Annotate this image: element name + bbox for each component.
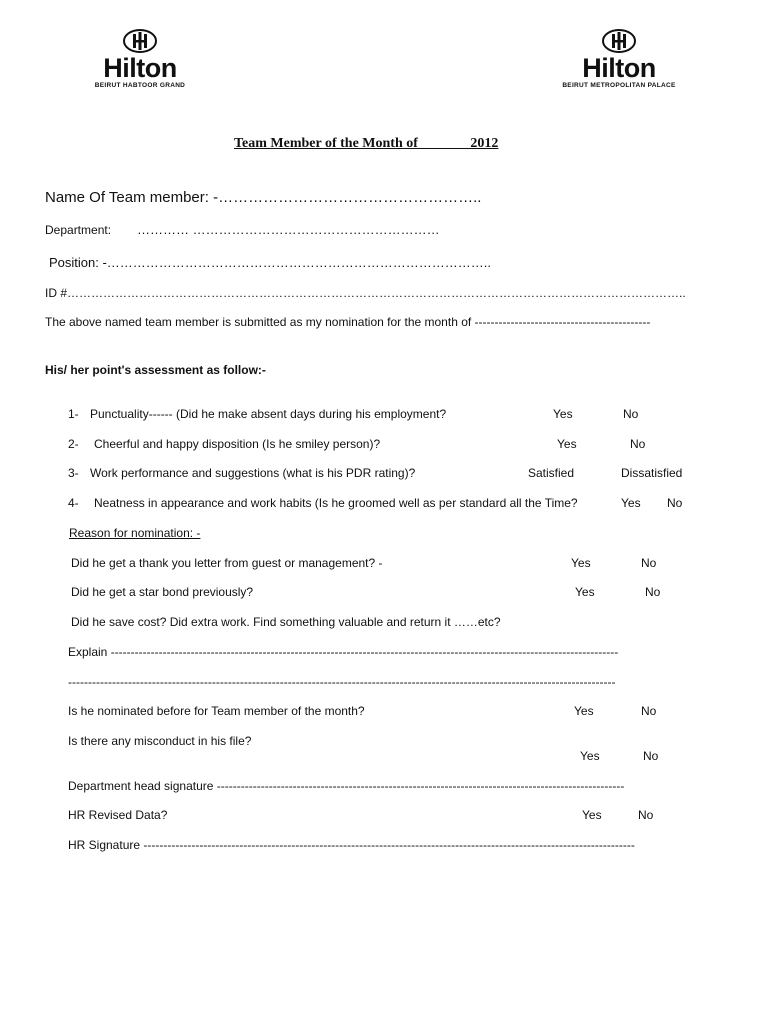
- question-nominated-before: Is he nominated before for Team member of the month?: [68, 704, 365, 718]
- option-yes: Yes: [557, 437, 577, 451]
- logo-subtitle: BEIRUT HABTOOR GRAND: [94, 82, 186, 89]
- option-yes: Yes: [580, 749, 600, 763]
- option-yes: Yes: [582, 808, 602, 822]
- logo-subtitle: BEIRUT METROPOLITAN PALACE: [562, 82, 676, 89]
- explain-line-continued: -----------------------------------------------------------------------------------------------------------------------------------------: [68, 675, 616, 689]
- nomination-statement: The above named team member is submitted as my nomination for the month of --------------------------------------------: [45, 315, 651, 329]
- option-no: No: [643, 749, 659, 763]
- option-yes: Yes: [575, 585, 595, 599]
- department-label: Department:: [45, 223, 112, 237]
- option-yes: Yes: [553, 407, 573, 421]
- option-yes: Yes: [574, 704, 594, 718]
- hr-signature: HR Signature ---------------------------------------------------------------------------------------------------------------------------: [68, 838, 635, 852]
- question-hr-revised: HR Revised Data?: [68, 808, 168, 822]
- hilton-emblem-icon: [122, 28, 158, 54]
- option-dissatisfied: Dissatisfied: [621, 466, 683, 480]
- department-field: ………… …………………………………………………: [137, 222, 440, 237]
- option-yes: Yes: [621, 496, 641, 510]
- option-no: No: [641, 556, 657, 570]
- department-head-signature: Department head signature ------------------------------------------------------------------------------------------------------: [68, 779, 625, 793]
- logo-brand: Hilton: [103, 53, 177, 83]
- question-save-cost: Did he save cost? Did extra work. Find something valuable and return it ……etc?: [71, 615, 501, 629]
- option-no: No: [667, 496, 683, 510]
- explain-line: Explain -------------------------------------------------------------------------------------------------------------------------------: [68, 645, 619, 659]
- question-star-bond: Did he get a star bond previously?: [71, 585, 254, 599]
- hilton-emblem-icon: [601, 28, 637, 54]
- option-no: No: [630, 437, 646, 451]
- question-misconduct: Is there any misconduct in his file?: [68, 734, 252, 748]
- option-no: No: [645, 585, 661, 599]
- logo-brand: Hilton: [582, 53, 656, 83]
- option-yes: Yes: [571, 556, 591, 570]
- option-no: No: [638, 808, 654, 822]
- reason-heading: Reason for nomination: -: [69, 526, 201, 540]
- option-no: No: [641, 704, 657, 718]
- position-field: Position: -……………………………………………………………………………..: [49, 255, 492, 270]
- question-thank-you-letter: Did he get a thank you letter from guest or management? -: [71, 556, 383, 570]
- option-no: No: [623, 407, 639, 421]
- hilton-logo-left: [85, 28, 195, 90]
- id-field: ID #………………………………………………………………………………………………………………………………………..: [45, 286, 686, 300]
- option-satisfied: Satisfied: [528, 466, 575, 480]
- team-member-name-field: Name Of Team member: -……………………………………………..: [45, 189, 482, 206]
- assessment-heading: His/ her point's assessment as follow:-: [45, 363, 266, 377]
- page-title: Team Member of the Month of 2012: [234, 136, 499, 151]
- hilton-logo-right: [552, 28, 686, 90]
